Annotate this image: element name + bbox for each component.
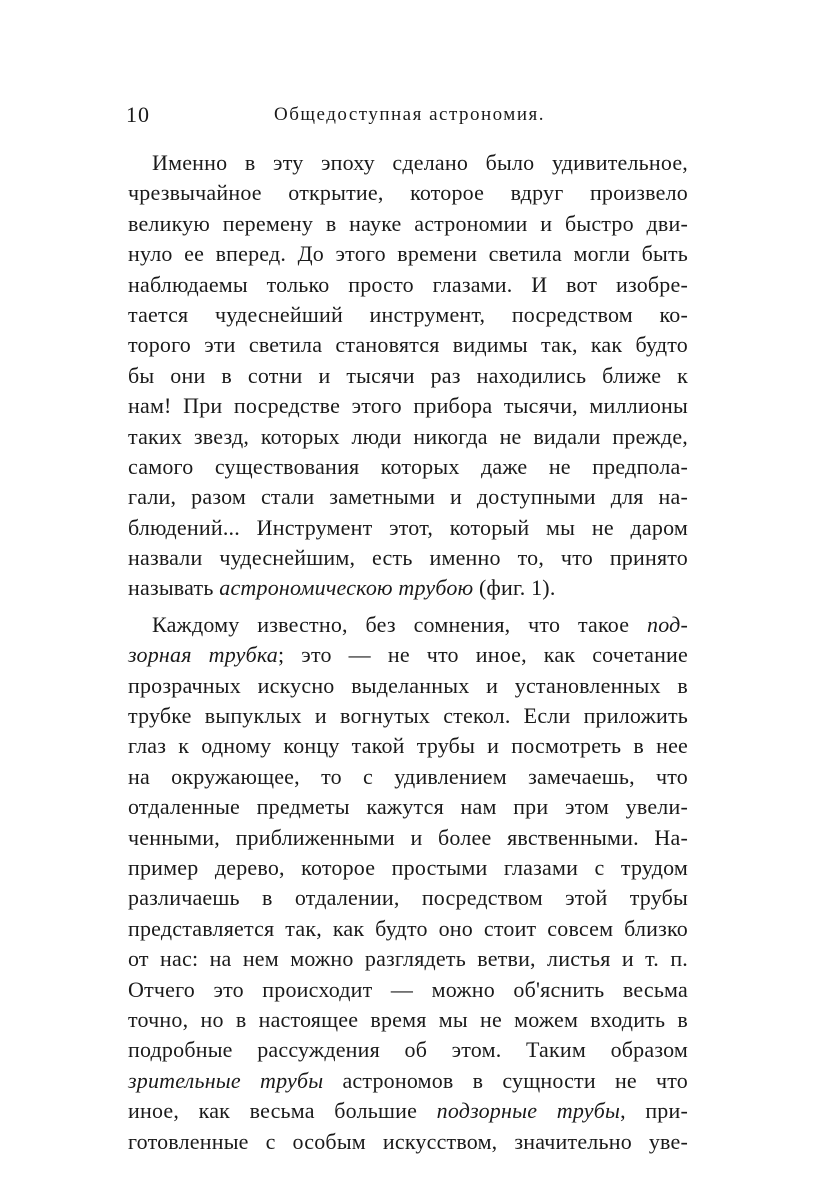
text-line: назвали чудеснейшим, есть именно то, что принято	[128, 545, 688, 571]
text-line: самого существования которых даже не предпола-	[128, 453, 688, 479]
text-run: Каждому известно, без сомнения, что такое	[152, 611, 648, 637]
page-header	[126, 102, 686, 134]
text-line: ченными, приближенными и более явственными. На-	[128, 824, 688, 850]
italic-term: под-	[647, 611, 688, 637]
italic-term: зрительные трубы	[128, 1067, 324, 1093]
text-line: отдаленные предметы кажутся нам при этом увели-	[128, 794, 688, 820]
body-text	[128, 148, 688, 1157]
text-line: точно, но в настоящее время мы не можем входить в	[128, 1006, 688, 1032]
text-run: , при-	[620, 1098, 689, 1124]
paragraph-1	[128, 148, 688, 604]
text-line: чрезвычайное открытие, которое вдруг произвело	[128, 180, 688, 206]
italic-term: астрономическою трубою	[219, 575, 474, 601]
text-line: Отчего это происходит — можно об'яснить весьма	[128, 976, 688, 1002]
text-line: представляется так, как будто оно стоит совсем близко	[128, 915, 688, 941]
text-line: готовленные с особым искусством, значительно уве-	[128, 1128, 688, 1154]
text-line	[128, 610, 688, 640]
text-run: ; это — не что иное, как сочетание	[278, 642, 688, 668]
text-run: (фиг. 1).	[473, 575, 556, 601]
text-line: нам! При посредстве этого прибора тысячи, миллионы	[128, 393, 688, 419]
text-line: различаешь в отдалении, посредством этой трубы	[128, 885, 688, 911]
text-line	[128, 1096, 688, 1126]
text-line: наблюдаемы только просто глазами. И вот изобре-	[128, 271, 688, 297]
text-line: гали, разом стали заметными и доступными для на-	[128, 484, 688, 510]
text-line: на окружающее, то с удивлением замечаешь, что	[128, 763, 688, 789]
running-title: Общедоступная астрономия.	[274, 104, 545, 125]
text-run: астрономов в сущности не что	[323, 1067, 688, 1093]
text-line: пример дерево, которое простыми глазами с трудом	[128, 854, 688, 880]
paragraph-2	[128, 610, 688, 1157]
text-line: глаз к одному концу такой трубы и посмотреть в нее	[128, 733, 688, 759]
text-line: нуло ее вперед. До этого времени светила могли быть	[128, 241, 688, 267]
text-line: трубке выпуклых и вогнутых стекол. Если приложить	[128, 703, 688, 729]
text-line: блюдений... Инструмент этот, который мы не даром	[128, 514, 688, 540]
text-line: от нас: на нем можно разглядеть ветви, листья и т. п.	[128, 946, 688, 972]
text-line: подробные рассуждения об этом. Таким образом	[128, 1037, 688, 1063]
text-line: бы они в сотни и тысячи раз находились ближе к	[128, 362, 688, 388]
italic-term: зорная трубка	[128, 642, 278, 668]
italic-term: подзорные трубы	[436, 1098, 621, 1124]
text-line-last	[128, 573, 688, 603]
text-line: Именно в эту эпоху сделано было удивительное,	[152, 150, 688, 175]
text-line: тается чудеснейший инструмент, посредством ко-	[128, 301, 688, 327]
text-line: торого эти светила становятся видимы так, как будто	[128, 332, 688, 358]
text-line: таких звезд, которых люди никогда не видали прежде,	[128, 423, 688, 449]
text-line	[128, 1066, 688, 1096]
text-line	[128, 640, 688, 670]
text-run: иное, как весьма большие	[128, 1098, 437, 1124]
text-run: называть	[128, 575, 220, 601]
text-line: прозрачных искусно выделанных и установленных в	[128, 672, 688, 698]
text-line: великую перемену в науке астрономии и быстро дви-	[128, 210, 688, 236]
page-number: 10	[126, 102, 150, 127]
